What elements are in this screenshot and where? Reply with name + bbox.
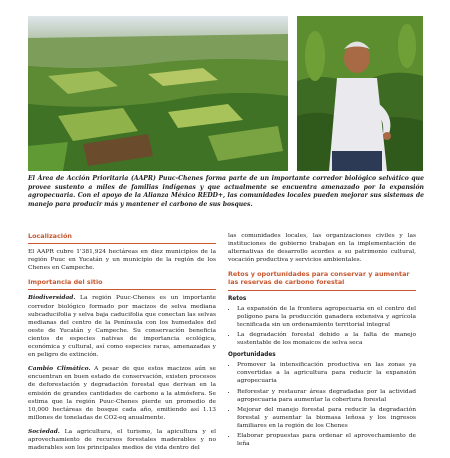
retos-title: Retos y oportunidades para conservar y aumentar las reservas de carbono forestal bbox=[228, 270, 410, 287]
localizacion-title: Localización bbox=[28, 232, 72, 240]
section-divider bbox=[228, 290, 416, 291]
right-intro-text: las comunidades locales, las organizaciones civiles y las instituciones de gobierno trabajan en la implementación de alternativas de desarrollo acordes a su patrimonio cultural, vocación productiva y servicios ambientales. bbox=[228, 233, 416, 264]
retos-list bbox=[228, 305, 416, 347]
right-column bbox=[228, 232, 416, 452]
cambio-climatico-lead: Cambio Climático. bbox=[28, 365, 91, 373]
cambio-climatico-paragraph bbox=[28, 365, 216, 422]
retos-label: Retos bbox=[228, 295, 247, 302]
oportunidades-label: Oportunidades bbox=[228, 352, 276, 359]
sociedad-paragraph bbox=[28, 428, 216, 452]
list-item: • Elaborar propuestas para ordenar el aprovechamiento de leña bbox=[237, 432, 416, 448]
sociedad-lead: Sociedad. bbox=[28, 427, 60, 435]
importancia-title: Importancia del sitio bbox=[28, 278, 103, 287]
list-item: • Mejorar del manejo forestal para reducir la degradación forestal y aumentar la biomasa leñosa y los ingresos familiares en la región de los Chenes bbox=[237, 406, 416, 430]
biodiversidad-paragraph bbox=[28, 294, 216, 359]
list-item: • Promover la intensificación productiva en las zonas ya convertidas a la agricultura para reducir la expansión agropecuaria bbox=[237, 361, 416, 385]
section-divider bbox=[28, 243, 216, 244]
aerial-forest-illustration bbox=[28, 16, 288, 171]
list-item: • La expansión de la frontera agropecuaria en el centro del polígono para la producción ganadera extensiva y agrícola tecnificada sin un ordenamiento territorial integral bbox=[237, 305, 416, 329]
biodiversidad-lead: Biodiversidad. bbox=[28, 294, 76, 302]
farmer-illustration bbox=[297, 16, 423, 171]
aerial-forest-photo bbox=[28, 16, 288, 171]
sociedad-text: La agricultura, el turismo, la apicultura y el aprovechamiento de recursos forestales maderables y no maderables son los principales medios de vida dentro del bbox=[28, 428, 216, 452]
oportunidades-list bbox=[228, 361, 416, 448]
cambio-climatico-text: A pesar de que estos macizos aún se encuentran en buen estado de conservación, existen procesos de deforestación y degradación forestal que derivan en la emisión de grandes cantidades de carbono a la atmósfera. Se estima que la región Puuc-Chenes pierde un promedio de 10,000 hectáreas de bosque cada año, emitiendo así 1.13 millones de toneladas de CO2-eq anualmente. bbox=[28, 366, 216, 421]
list-item: • Reforestar y restaurar áreas degradadas por la actividad agropecuaria para aumentar la cobertura forestal bbox=[237, 388, 416, 404]
left-column bbox=[28, 232, 216, 458]
localizacion-text: El AAPR cubre 1'381,924 hectáreas en diez municipios de la región Puuc en Yucatán y un municipio de la región de los Chenes en Campeche. bbox=[28, 249, 216, 272]
intro-paragraph: El Área de Acción Prioritaria (AAPR) Puuc-Chenes forma parte de un importante corredor biológico selvático que provee sustento a miles de familias indígenas y que actualmente se encuentra amenazado por la expansión agropecuaria. Con el apoyo de la Alianza México REDD+, las comunidades locales pueden mejorar sus sistemas de manejo para producir más y mantener el carbono de sus bosques. bbox=[28, 175, 424, 208]
farmer-photo bbox=[297, 16, 423, 171]
section-divider bbox=[28, 289, 216, 290]
biodiversidad-text: La región Puuc-Chenes es un importante corredor biológico formado por macizos de selva mediana subcaducifolia y selva baja caducifolia que conectan las selvas medianas del centro de la Península con los humedales del oeste de Yucatán y Campeche. Su conservación beneficia cientos de especies nativas de importancia ecológica, económica y cultural, así como especies raras, amenazadas y en peligro de extinción. bbox=[28, 295, 216, 359]
list-item: • La degradación forestal debido a la falta de manejo sustentable de los monaicos de selva seca bbox=[237, 331, 416, 347]
